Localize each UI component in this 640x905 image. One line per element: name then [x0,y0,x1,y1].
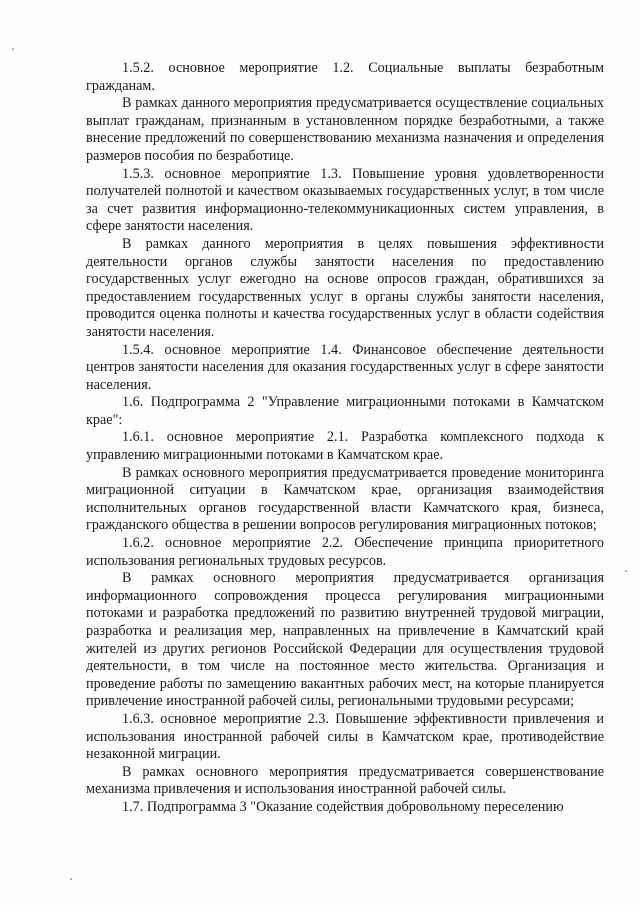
paragraph-1-5-2: 1.5.2. основное мероприятие 1.2. Социальные выплаты безработным гражданам. [86,60,604,94]
paragraph-1-7-subprogram-3: 1.7. Подпрограмма 3 "Оказание содействия добровольному переселению [122,798,564,815]
paragraph-1-6-1: 1.6.1. основное мероприятие 2.1. Разработка комплексного подхода к управлению миграционными потоками в Камчатском крае. [86,429,604,464]
paragraph-1-6-2: 1.6.2. основное мероприятие 2.2. Обеспечение принципа приоритетного использования региональных трудовых ресурсов. [86,535,604,569]
paragraph-1-6-subprogram-2: 1.6. Подпрограмма 2 "Управление миграционными потоками в Камчатском крае": [86,394,604,428]
paragraph-1-6-3: 1.6.3. основное мероприятие 2.3. Повышение эффективности привлечения и использования иностранной рабочей силы в Камчатском крае, противодействие незаконной миграции. [86,710,604,763]
document-body [86,60,604,817]
paragraph-social-payments: В рамках данного мероприятия предусматривается осуществление социальных выплат гражданам, признанным в установленном порядке безработными, а также внесение предложений по совершенствованию механизма назначения и определения размеров пособия по безработице. [86,95,604,164]
scan-speck [70,878,72,880]
scan-speck [625,570,627,572]
paragraph-foreign-labor: В рамках основного мероприятия предусматривается совершенствование механизма привлечения и использования иностранной рабочей силы. [86,763,604,798]
paragraph-1-5-4: 1.5.4. основное мероприятие 1.4. Финансовое обеспечение деятельности центров занятости населения для оказания государственных услуг в сфере занятости населения. [86,341,604,393]
paragraph-service-quality: В рамках данного мероприятия в целях повышения эффективности деятельности органов службы занятости населения по предоставлению государственных услуг ежегодно на основе опросов граждан, обратившихся за предоставлением государственных услуг в органы службы занятости населения, проводится оценка полноты и качества государственных услуг в области содействия занятости населения. [86,235,604,340]
scan-speck [12,48,14,50]
paragraph-migration-monitoring: В рамках основного мероприятия предусматривается проведение мониторинга миграционной ситуации в Камчатском крае, организация взаимодействия исполнительных органов государственной власти Камчатского края, бизнеса, гражданского общества в решении вопросов регулирования миграционных потоков; [86,464,604,534]
paragraph-1-5-3: 1.5.3. основное мероприятие 1.3. Повышение уровня удовлетворенности получателей полнотой и качеством оказываемых государственных услуг, в том числе за счет развития информационно-телекоммуникационных систем управления, в сфере занятости населения. [86,165,604,235]
paragraph-regional-labor: В рамках основного мероприятия предусматривается организация информационного сопровождения процесса регулирования миграционными потоками и разработка предложений по развитию внутренней трудовой миграции, разработка и реализация мер, направленных на привлечение в Камчатский край жителей из других регионов Российской Федерации для осуществления трудовой деятельности, в том числе на постоянное место жительства. Организация и проведение работы по замещению вакантных рабочих мест, на которые планируется привлечение иностранной рабочей силы, региональными трудовыми ресурсами; [86,570,604,710]
